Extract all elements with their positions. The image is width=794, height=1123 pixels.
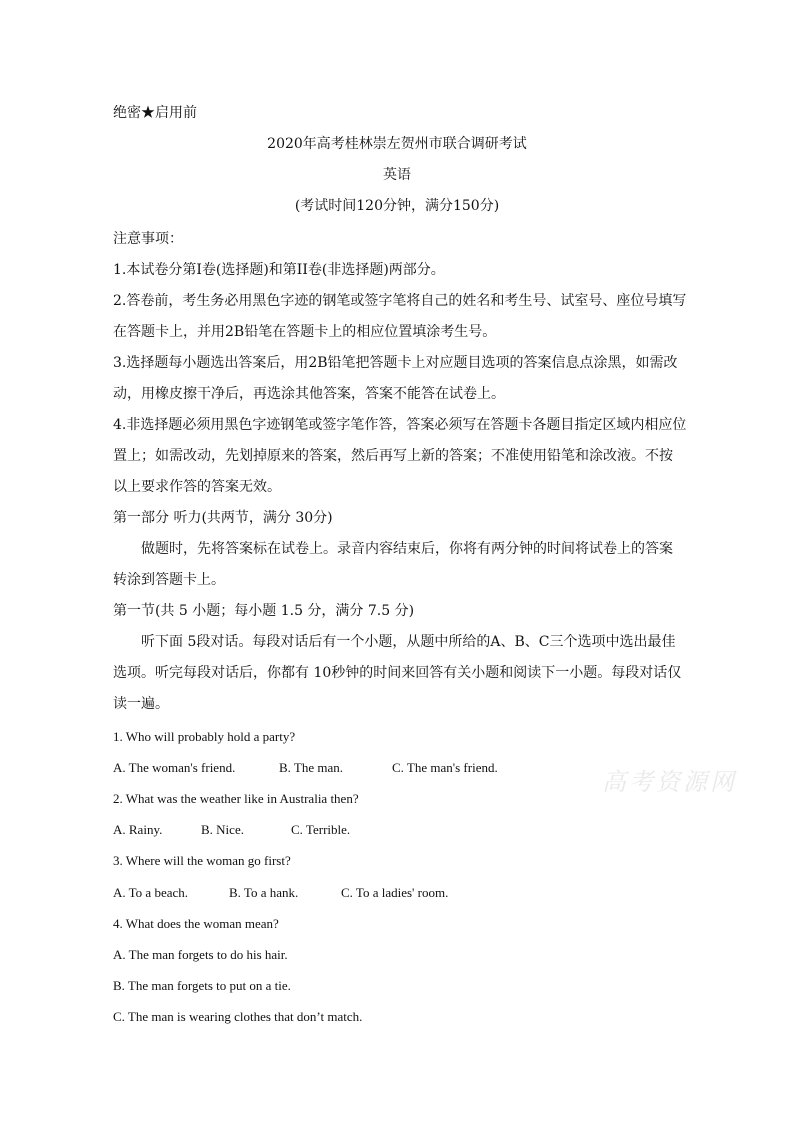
notice-line: 2.答卷前，考生务必用黑色字迹的钢笔或签字笔将自己的姓名和考生号、试室号、座位号填写 (113, 293, 687, 309)
option-c: C. Terrible. (291, 822, 351, 837)
option-b: B. The man forgets to put on a tie. (113, 978, 291, 993)
watermark: 高考资源网 (602, 768, 737, 796)
section1-intro-line: 听下面 5段对话。每段对话后有一个小题，从题中所给的A、B、C三个选项中选出最佳 (141, 634, 676, 650)
exam-title: 2020年高考桂林崇左贺州市联合调研考试 (267, 136, 527, 152)
part1-intro-line: 转涂到答题卡上。 (113, 572, 225, 588)
section1-heading: 第一节(共 5 小题；每小题 1.5 分，满分 7.5 分) (113, 603, 415, 619)
confidential-label: 绝密★启用前 (113, 105, 197, 121)
exam-time-info: (考试时间120分钟，满分150分) (294, 198, 500, 214)
notice-heading: 注意事项： (113, 231, 183, 247)
option-b: B. To a hank. (229, 885, 299, 900)
notice-line: 3.选择题每小题选出答案后，用2B铅笔把答题卡上对应题目选项的答案信息点涂黑，如需改 (113, 355, 678, 371)
part1-heading: 第一部分 听力(共两节，满分 30分) (113, 510, 333, 526)
section1-intro-line: 读一遍。 (113, 696, 169, 712)
notice-line: 4.非选择题必须用黑色字迹钢笔或签字笔作答，答案必须写在答题卡各题目指定区域内相应位 (113, 417, 687, 433)
option-a: A. To a beach. (113, 885, 189, 900)
option-c: C. The man is wearing clothes that don’t match. (113, 1009, 363, 1024)
notice-line: 在答题卡上，并用2B铅笔在答题卡上的相应位置填涂考生号。 (113, 324, 497, 340)
option-a: A. The man forgets to do his hair. (113, 947, 288, 962)
question-stem: 4. What does the woman mean? (113, 916, 279, 931)
option-c: C. To a ladies' room. (341, 885, 449, 900)
option-a: A. The woman's friend. (113, 760, 236, 775)
notice-line: 1.本试卷分第I卷(选择题)和第II卷(非选择题)两部分。 (113, 262, 445, 278)
notice-line: 以上要求作答的答案无效。 (113, 479, 281, 495)
option-b: B. Nice. (201, 822, 244, 837)
question-stem: 3. Where will the woman go first? (113, 853, 291, 868)
option-a: A. Rainy. (113, 822, 163, 837)
notice-line: 动，用橡皮擦干净后，再选涂其他答案，答案不能答在试卷上。 (113, 386, 505, 402)
question-stem: 2. What was the weather like in Australia then? (113, 791, 359, 806)
notice-line: 置上；如需改动，先划掉原来的答案，然后再写上新的答案；不准使用铅笔和涂改液。不按 (113, 448, 673, 464)
question-stem: 1. Who will probably hold a party? (113, 729, 296, 744)
part1-intro-line: 做题时，先将答案标在试卷上。录音内容结束后，你将有两分钟的时间将试卷上的答案 (141, 541, 673, 557)
subject-title: 英语 (383, 167, 411, 183)
option-c: C. The man's friend. (392, 760, 498, 775)
option-b: B. The man. (279, 760, 344, 775)
section1-intro-line: 选项。听完每段对话后，你都有 10秒钟的时间来回答有关小题和阅读下一小题。每段对话仅 (113, 665, 682, 681)
